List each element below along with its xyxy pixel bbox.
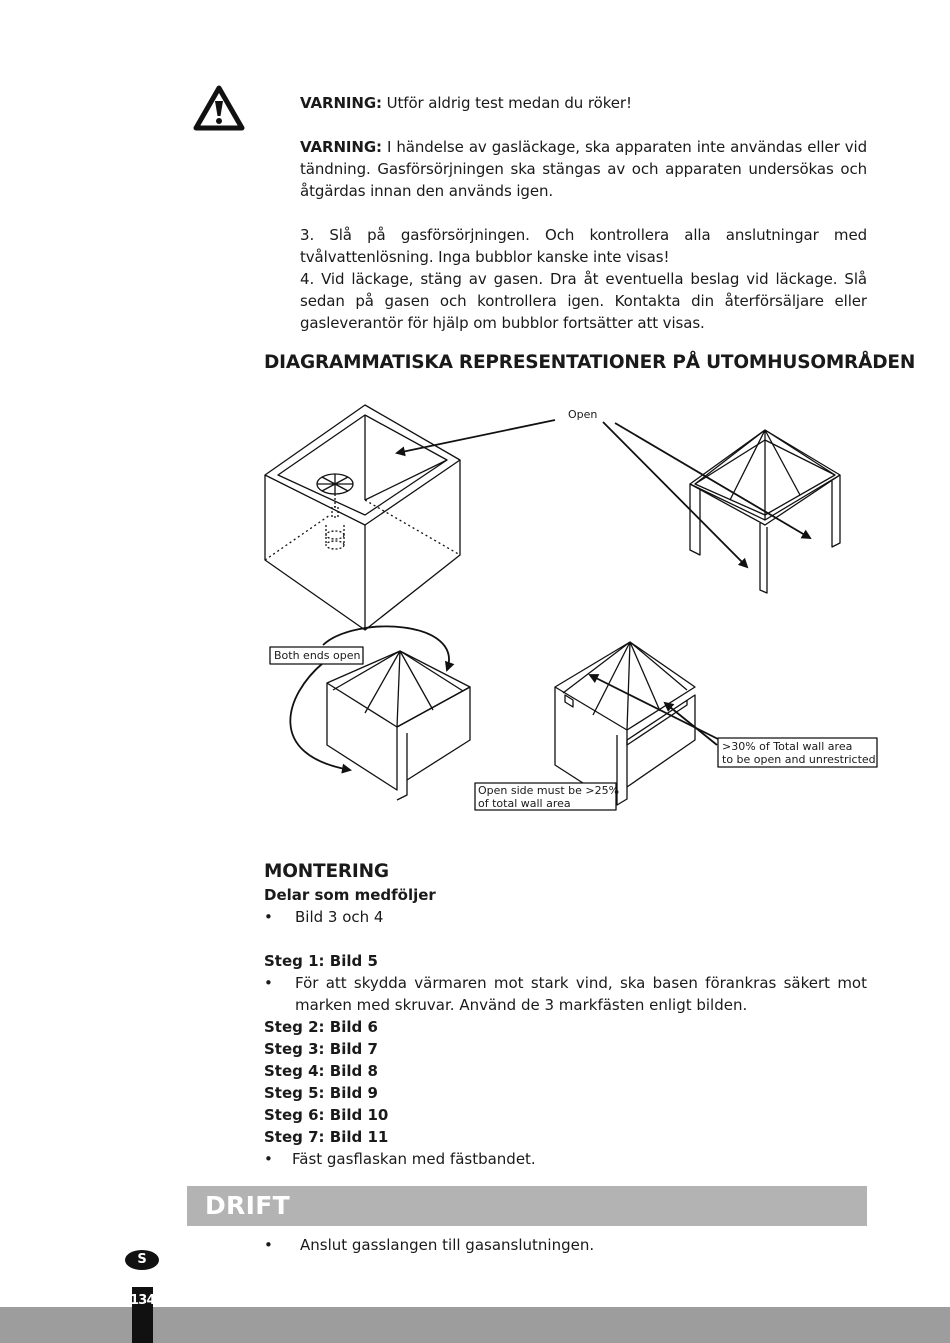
step-7-text: Fäst gasflaskan med fästbandet.	[292, 1150, 536, 1168]
drift-title: DRIFT	[205, 1191, 290, 1220]
language-badge: S	[125, 1250, 159, 1270]
label-30-line2: to be open and unrestricted	[722, 753, 876, 766]
warning-section	[300, 92, 867, 334]
gazebo-partial-walls-illustration	[555, 642, 695, 805]
open-arrow-2	[603, 422, 747, 567]
warning-1	[300, 92, 867, 114]
warning-2	[300, 136, 867, 202]
montering-title: MONTERING	[264, 861, 389, 882]
diagram-section-title: DIAGRAMMATISKA REPRESENTATIONER PÅ UTOMHUSOMRÅDEN	[264, 352, 916, 373]
enclosure-box-illustration	[265, 405, 460, 630]
warning-2-text: I händelse av gasläckage, ska apparaten inte användas eller vid tändning. Gasförsörjningen ska stängas av och apparaten undersökas och åtgärdas innan den används igen.	[300, 138, 867, 200]
parts-item	[264, 906, 867, 928]
label-30-line1: >30% of Total wall area	[722, 740, 853, 753]
bullet: •	[264, 908, 273, 926]
step-4-heading: Steg 4: Bild 8	[264, 1062, 378, 1080]
step-6-heading: Steg 6: Bild 10	[264, 1106, 389, 1124]
montering-section	[264, 860, 867, 1170]
warning-1-text: Utför aldrig test medan du röker!	[381, 94, 632, 112]
label-25-line2: of total wall area	[478, 797, 571, 810]
label-both-ends: Both ends open	[274, 649, 361, 662]
outdoor-area-diagram	[255, 395, 895, 820]
drift-item-text: Anslut gasslangen till gasanslutningen.	[300, 1236, 595, 1254]
bullet: •	[264, 1150, 273, 1168]
step-1-heading: Steg 1: Bild 5	[264, 952, 378, 970]
bullet: •	[264, 974, 273, 992]
step-7-heading: Steg 7: Bild 11	[264, 1128, 389, 1146]
parts-heading: Delar som medföljer	[264, 886, 436, 904]
warning-triangle-icon	[193, 85, 245, 131]
warning-1-label: VARNING:	[300, 94, 382, 112]
step-1-item	[264, 972, 867, 1016]
leak-test-step-4: 4. Vid läckage, stäng av gasen. Dra åt eventuella beslag vid läckage. Slå sedan på gasen och kontrollera igen. Kontakta din återförsäljare eller gasleverantör för hjälp om bubblor fortsätter att visas.	[300, 270, 867, 332]
label-open: Open	[568, 408, 598, 421]
leak-test-step-3: 3. Slå på gasförsörjningen. Och kontrollera alla anslutningar med tvålvattenlösning. Inga bubblor kanske inte visas!	[300, 226, 867, 266]
step-3-heading: Steg 3: Bild 7	[264, 1040, 378, 1058]
label-25-line1: Open side must be >25%	[478, 784, 620, 797]
step-1-text: För att skydda värmaren mot stark vind, ska basen förankras säkert mot marken med skruvar. Använd de 3 markfästen enligt bilden.	[295, 974, 867, 1014]
page-number: 134	[130, 1293, 155, 1308]
bullet: •	[264, 1236, 273, 1254]
gazebo-both-ends-illustration	[327, 651, 470, 800]
parts-item-text: Bild 3 och 4	[295, 908, 384, 926]
step-5-heading: Steg 5: Bild 9	[264, 1084, 378, 1102]
warning-2-label: VARNING:	[300, 138, 382, 156]
step-7-item	[264, 1148, 867, 1170]
wall-arrow-2	[665, 703, 717, 745]
step-2-heading: Steg 2: Bild 6	[264, 1018, 378, 1036]
